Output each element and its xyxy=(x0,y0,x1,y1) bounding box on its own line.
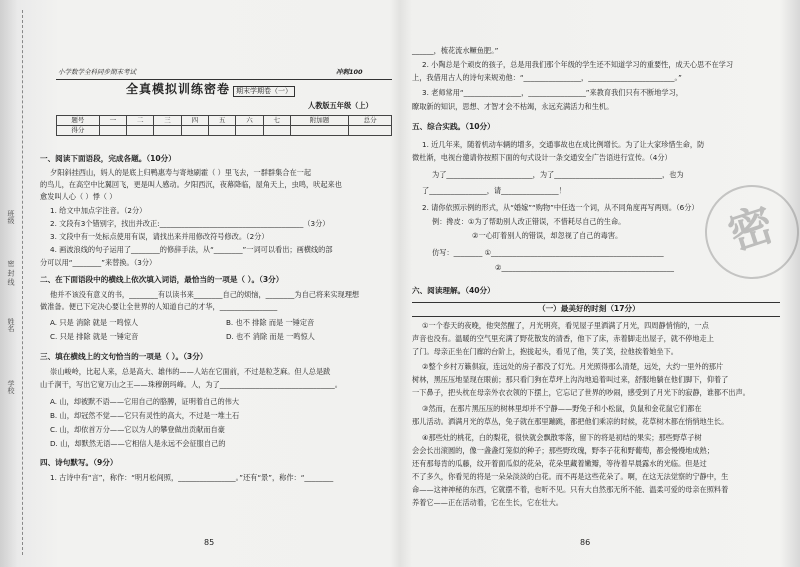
s4-question: 瞭取新的知识，思想、才智才会不枯竭，永远充满活力和生机。 xyxy=(412,102,614,111)
section-3-title: 三、填在横线上的文句恰当的一项是（ ）。（3分） xyxy=(40,352,208,361)
s2-option-b[interactable]: B. 也不 排除 而是 一锤定音 xyxy=(226,318,315,327)
article-paragraph-line: ②整个乡村万籁俱寂，连远处的房子都没了灯光。月光照得那么清楚，远处，大约一里外的那片 xyxy=(422,362,724,371)
s2-passage-line: 他并不该没有意义的书，________有以读书来________自己的烦恼，________为自己将来实现理想 xyxy=(50,290,360,299)
left-page xyxy=(36,0,394,567)
score-input-cell[interactable] xyxy=(99,126,126,136)
s2-option-c[interactable]: C. 只是 排除 就是 一锤定音 xyxy=(50,332,139,341)
seal-line xyxy=(22,10,23,555)
s3-passage-line: 山千涧干，写出它宽万山之王——珠穆朗玛峰。人，为了________________________________。 xyxy=(40,380,342,389)
article-paragraph-line: 一下鼻子，把头枕在母亲外衣衣领的下摆上，它忘记了世界的吵闹，感受到了月光下的寂静，谁都不出声。 xyxy=(412,388,750,397)
article-paragraph-line: 不了多久，你看见的将是一朵朵淡淡的白花。而不再是这些花朵了。啊，在这无法觉察的宁静中，生 xyxy=(412,472,729,481)
article-paragraph-line: ④那些灶的桃花，白的梨花，很快就会飘散零落，留下的将是初结的果实；那些野草子树 xyxy=(422,433,702,442)
s1-passage-line: 的鸟儿，在高空中比翼回飞，更是叫人感动。夕阳西沉，夜幕降临，屋角天上，虫鸣，吠起来也 xyxy=(40,180,342,189)
series-title: 小学数学全科同步期末考试 xyxy=(58,68,136,76)
class-label: 班级 xyxy=(7,210,15,224)
score-input-cell[interactable] xyxy=(127,126,154,136)
s4-question: 3. 老师常用“________________，________________”来教育我们只有不断地学习， xyxy=(422,88,683,97)
article-rule-top xyxy=(412,302,780,303)
s5-question: 2. 请你依照示例的形式，从“婚嫁”“购物”中任选一个词，从不同角度再写两则。（6分） xyxy=(422,203,699,212)
section-2-title: 二、在下面语段中的横线上依次填入词语，最恰当的一项是（ ）。（3分） xyxy=(40,275,284,284)
score-input-cell[interactable] xyxy=(236,126,263,136)
section-5-title: 五、综合实践。（10分） xyxy=(412,122,495,131)
article-title: （一）最美好的时刻（17分） xyxy=(538,304,640,313)
title-row xyxy=(126,81,295,97)
score-cell: 六 xyxy=(236,116,263,126)
example-2: ②一心盯着别人的错误，却忽视了自己的毒害。 xyxy=(472,231,623,240)
main-title: 全真模拟训练密卷 xyxy=(126,82,231,96)
article-rule-bottom xyxy=(412,316,780,317)
s3-option-c[interactable]: C. 山，却依首万分——它以为人的攀登做出贡献而自豪 xyxy=(50,425,225,434)
s2-option-d[interactable]: D. 也不 消除 而是 一鸣惊人 xyxy=(226,332,315,341)
s1-question: 1. 给文中加点字注音。（2分） xyxy=(50,206,147,215)
s3-option-b[interactable]: B. 山，却冠然不觉——它只有灵性的高大，不过是一堆土石 xyxy=(50,411,240,420)
score-table xyxy=(56,115,392,136)
s4-continued: ______，梳花流水鳜鱼肥。” xyxy=(412,46,499,55)
article-paragraph-line: ①一个春天的夜晚，他突然醒了，月光明亮，看见屋子里洒满了月光，四周静悄悄的，一点 xyxy=(422,321,709,330)
s2-option-a[interactable]: A. 只是 消除 就是 一鸣惊人 xyxy=(50,318,139,327)
score-cell: 五 xyxy=(209,116,236,126)
score-input-cell[interactable] xyxy=(290,126,348,136)
score-cell: 一 xyxy=(99,116,126,126)
example-1: ①为了帮助别人改正错误，不惜耗尽自己的生命。 xyxy=(467,217,626,226)
imitation-line-1[interactable]: 仿写：________ ①________________________________________________ xyxy=(432,248,664,257)
s1-passage-line: 夕阳斜挂西山，妈人的是底上归鸭惠寿与寄地刷霍（ ）里飞去，一群群集合在一起 xyxy=(50,168,312,177)
score-input-cell[interactable] xyxy=(263,126,290,136)
score-cell: 题号 xyxy=(57,116,100,126)
s4-question: 1. 古诗中有“言”，称作：“明月松间照，________________。”还有“景”，称作：“________ xyxy=(50,473,334,482)
score-cell: 四 xyxy=(181,116,208,126)
school-label: 学校 xyxy=(7,380,15,394)
stamp-char: 密 xyxy=(722,198,781,261)
s5-fill-line[interactable]: 为了________________________，为了______________________________，也为 xyxy=(432,170,684,179)
score-cell: 七 xyxy=(263,116,290,126)
section-6-title: 六、阅读理解。（40分） xyxy=(412,286,495,295)
imitation-line-2[interactable]: ②________________________________________________ xyxy=(495,263,674,272)
section-4-title: 四、诗句默写。（9分） xyxy=(40,458,118,467)
score-cell: 三 xyxy=(154,116,181,126)
score-input-cell[interactable] xyxy=(209,126,236,136)
s5-question: 1. 近几年来，随着机动车辆的增多，交通事故也在成比例增长。为了让大家珍惜生命，防 xyxy=(422,140,705,149)
score-table-header-row xyxy=(57,116,392,126)
article-paragraph-line: 会会长出滚圆的，像一盏盏灯笼似的种子；那些野玫瑰，野李子花和野葡萄，都会慢慢地成熟； xyxy=(412,446,714,455)
grade-label: 人教版五年级（上） xyxy=(308,101,373,110)
page-number-left: 85 xyxy=(204,538,215,547)
score-cell: 二 xyxy=(127,116,154,126)
title-badge: 期末学期卷（一） xyxy=(233,86,295,97)
name-label: 姓名 xyxy=(7,318,15,332)
score-cell: 总分 xyxy=(349,116,392,126)
s1-question: 4. 画波浪线的句子运用了________的修辞手法，从“________”一词可以看出；画横线的部 xyxy=(50,245,333,254)
article-paragraph-line: 那儿活动。洒满月光的草丛，兔子就在那里蹦跳，都把他们乘凉的时候，花草树木都在悄悄地生长。 xyxy=(412,417,729,426)
s1-passage-line: 愈发叫人心（ ）悸（ ） xyxy=(40,192,117,201)
score-cell: 附加题 xyxy=(290,116,348,126)
binding-strip xyxy=(0,0,32,567)
article-paragraph-line: 树林，黑压压地显现在眼前；那只看门狗在草坪上沟沟地追着叫过来，舒服地躺在他们脚下，仰着了 xyxy=(412,375,729,384)
s5-example xyxy=(432,217,625,227)
article-paragraph-line: 养着它——正在活动着，它在生长，它在壮大。 xyxy=(412,498,563,507)
example-word: 搀皮： xyxy=(446,217,468,226)
seal-line-label: 密 封 线 xyxy=(7,260,15,286)
s3-passage-line: 崇山峻岭，比起人来，总是高大、雄伟的——人站在它面前，不过是粒芝麻。但人总是跋 xyxy=(50,367,331,376)
s1-question: 分可以用“________”来替换。（3分） xyxy=(40,258,157,267)
article-paragraph-line: 还有那每肯的瓜藤，纹开着面瓜似的花朵，花朵里藏着嫩瓣，等待着早晨露水的光临。但是过 xyxy=(412,459,707,468)
s4-question: 上，我借用古人的诗句来规劝他：“________________，________________________。” xyxy=(412,73,682,82)
score-input-cell[interactable] xyxy=(154,126,181,136)
score-input-cell[interactable] xyxy=(349,126,392,136)
s5-question: 微杜渐，电视台邀请你按照下面的句式设计一条交通安全广告语进行宣传。（4分） xyxy=(412,153,672,162)
right-page xyxy=(410,0,782,567)
score-input-cell[interactable] xyxy=(181,126,208,136)
s1-question: 3. 文段中有一处标点使用有误，请找出来并用修改符号修改。（2分） xyxy=(50,232,269,241)
example-label: 例： xyxy=(432,217,447,226)
section-1-title: 一、阅读下面语段，完成各题。（10分） xyxy=(40,154,176,163)
page-number-right: 86 xyxy=(580,538,591,547)
score-table-score-row xyxy=(57,126,392,136)
article-paragraph-line: 命——这神神秘的东西，它就摆不着，也听不见。只有大自然那无所不能、温柔可爱的母亲在照料着 xyxy=(412,485,729,494)
score-tag: 冲刺100 xyxy=(336,68,363,76)
article-paragraph-line: 了门。母亲正坐在门廊的台阶上，抱拢起头，看见了他，笑了笑，拉他挨着她坐下。 xyxy=(412,347,678,356)
header-rule xyxy=(56,79,392,80)
s3-option-a[interactable]: A. 山，却被默不语——它用自己的胳膊，证明着自己的伟大 xyxy=(50,397,240,406)
s3-option-d[interactable]: D. 山，却默然无语——它相信人是永远不会征服自己的 xyxy=(50,439,226,448)
article-paragraph-line: ③然而，在那片黑压压的树林里却并不宁静——野兔子和小松鼠，负鼠和金花鼠它们都在 xyxy=(422,404,702,413)
article-paragraph-line: 声音也没有。温暖的空气里充满了野花散发的清香，他下了床，赤着脚走出屋子，就不停地走上 xyxy=(412,334,714,343)
s1-question: 2. 文段有3个错别字，找出并改正:________________________________________（3分） xyxy=(50,219,330,228)
s5-fill-line[interactable]: 了________________，请________________！ xyxy=(422,186,566,195)
score-cell: 得分 xyxy=(57,126,100,136)
s2-passage-line: 做准备。便已下定决心要让全世界的人知道自己的才华，________________ xyxy=(40,302,278,311)
s4-question: 2. 小陶总是个顽皮的孩子，总是用我们那个年级的学生还不知道学习的重要性，成天心思不在学习 xyxy=(422,60,734,69)
